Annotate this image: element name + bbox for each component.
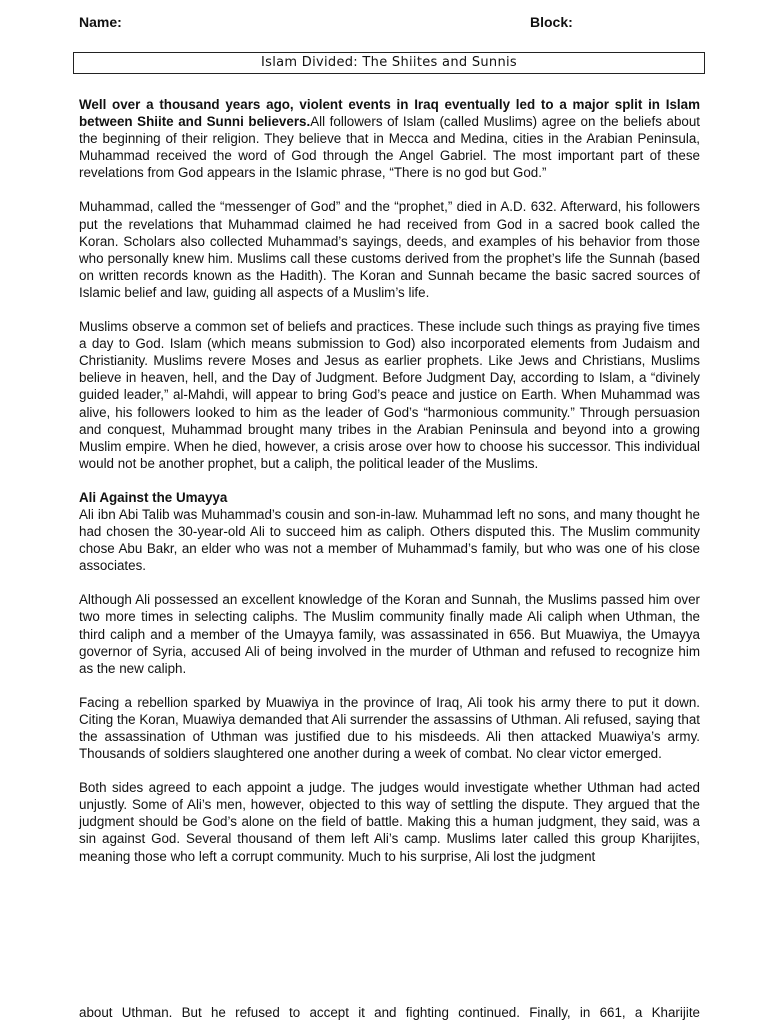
paragraph-ali-caliph: Although Ali possessed an excellent knowledge of the Koran and Sunnah, the Muslims passed him over two more times in selecting caliphs. The Muslim community finally made Ali caliph when Uthman, the third caliph and a member of the Umayya family, was assassinated in 656. But Muawiya, the Umayya governor of Syria, accused Ali of being involved in the murder of Uthman and refused to recognize him as the new caliph.	[79, 592, 700, 676]
header-row	[79, 14, 706, 32]
intro-paragraph	[79, 96, 700, 181]
intro-rest: All followers of Islam (called Muslims) agree on the beliefs about the beginning of their religion. They believe that in Mecca and Medina, cities in the Arabian Peninsula, Muhammad received the word of God through the Angel Gabriel. The most important part of these revelations from God appears in the Islamic phrase, “There is no god but God.”	[79, 114, 700, 181]
intro-lead-sentence: Well over a thousand years ago, violent events in Iraq eventually led to a major split in Islam between Shiite and Sunni believers.	[79, 97, 700, 130]
paragraph-beliefs: Muslims observe a common set of beliefs and practices. These include such things as praying five times a day to God. Islam (which means submission to God) also incorporated elements from Judaism and Christianity. Muslims revere Moses and Jesus as earlier prophets. Like Jews and Christians, Muslims believe in heaven, hell, and the Day of Judgment. Before Judgment Day, according to Islam, a “divinely guided leader,” al-Mahdi, will appear to bring God’s peace and justice on Earth. When Muhammad was alive, his followers looked to him as the leader of God’s “harmonious community.” Through persuasion and conquest, Muhammad brought many tribes in the Arabian Peninsula and beyond into a growing Muslim empire. When he died, however, a crisis arose over how to choose his successor. This individual would not be another prophet, but a caliph, the political leader of the Muslims.	[79, 319, 700, 471]
paragraph-rebellion: Facing a rebellion sparked by Muawiya in the province of Iraq, Ali took his army there to put it down. Citing the Koran, Muawiya demanded that Ali surrender the assassins of Uthman. Ali refused, saying that the assassination of Uthman was justified due to his misdeeds. Ali then attacked Muawiya’s army. Thousands of soldiers slaughtered one another during a week of combat. No clear victor emerged.	[79, 694, 700, 762]
continued-text-line: about Uthman. But he refused to accept it and fighting continued. Finally, in 661, a Kharijite	[79, 1005, 700, 1020]
paragraph-koran-sunnah: Muhammad, called the “messenger of God” and the “prophet,” died in A.D. 632. Afterward, his followers put the revelations that Muhammad claimed he had received from God in a sacred book called the Koran. Scholars also collected Muhammad’s sayings, deeds, and examples of his behavior from those who personally knew him. Muslims call these customs derived from the prophet’s life the Sunnah (based on written records known as the Hadith). The Koran and Sunnah became the basic sacred sources of Islamic belief and law, guiding all aspects of a Muslim’s life.	[79, 199, 700, 300]
block-label: Block:	[530, 14, 573, 30]
paragraph-judgment: Both sides agreed to each appoint a judge. The judges would investigate whether Uthman had acted unjustly. Some of Ali’s men, however, objected to this way of settling the dispute. They argued that the judgment should be God’s alone on the field of battle. Making this a human judgment, they said, was a sin against God. Several thousand of them left Ali’s camp. Muslims later called this group Kharijites, meaning those who left a corrupt community. Much to his surprise, Ali lost the judgment	[79, 780, 700, 864]
article-body	[79, 96, 700, 882]
paragraph-ali-succession: Ali ibn Abi Talib was Muhammad’s cousin and son-in-law. Muhammad left no sons, and many thought he had chosen the 30-year-old Ali to succeed him as caliph. Others disputed this. The Muslim community chose Abu Bakr, an elder who was not a member of Muhammad’s family, but who was one of his close associates.	[79, 506, 700, 574]
section-heading: Ali Against the Umayya	[79, 489, 228, 505]
name-label: Name:	[79, 14, 122, 30]
document-title: Islam Divided: The Shiites and Sunnis	[73, 52, 705, 74]
